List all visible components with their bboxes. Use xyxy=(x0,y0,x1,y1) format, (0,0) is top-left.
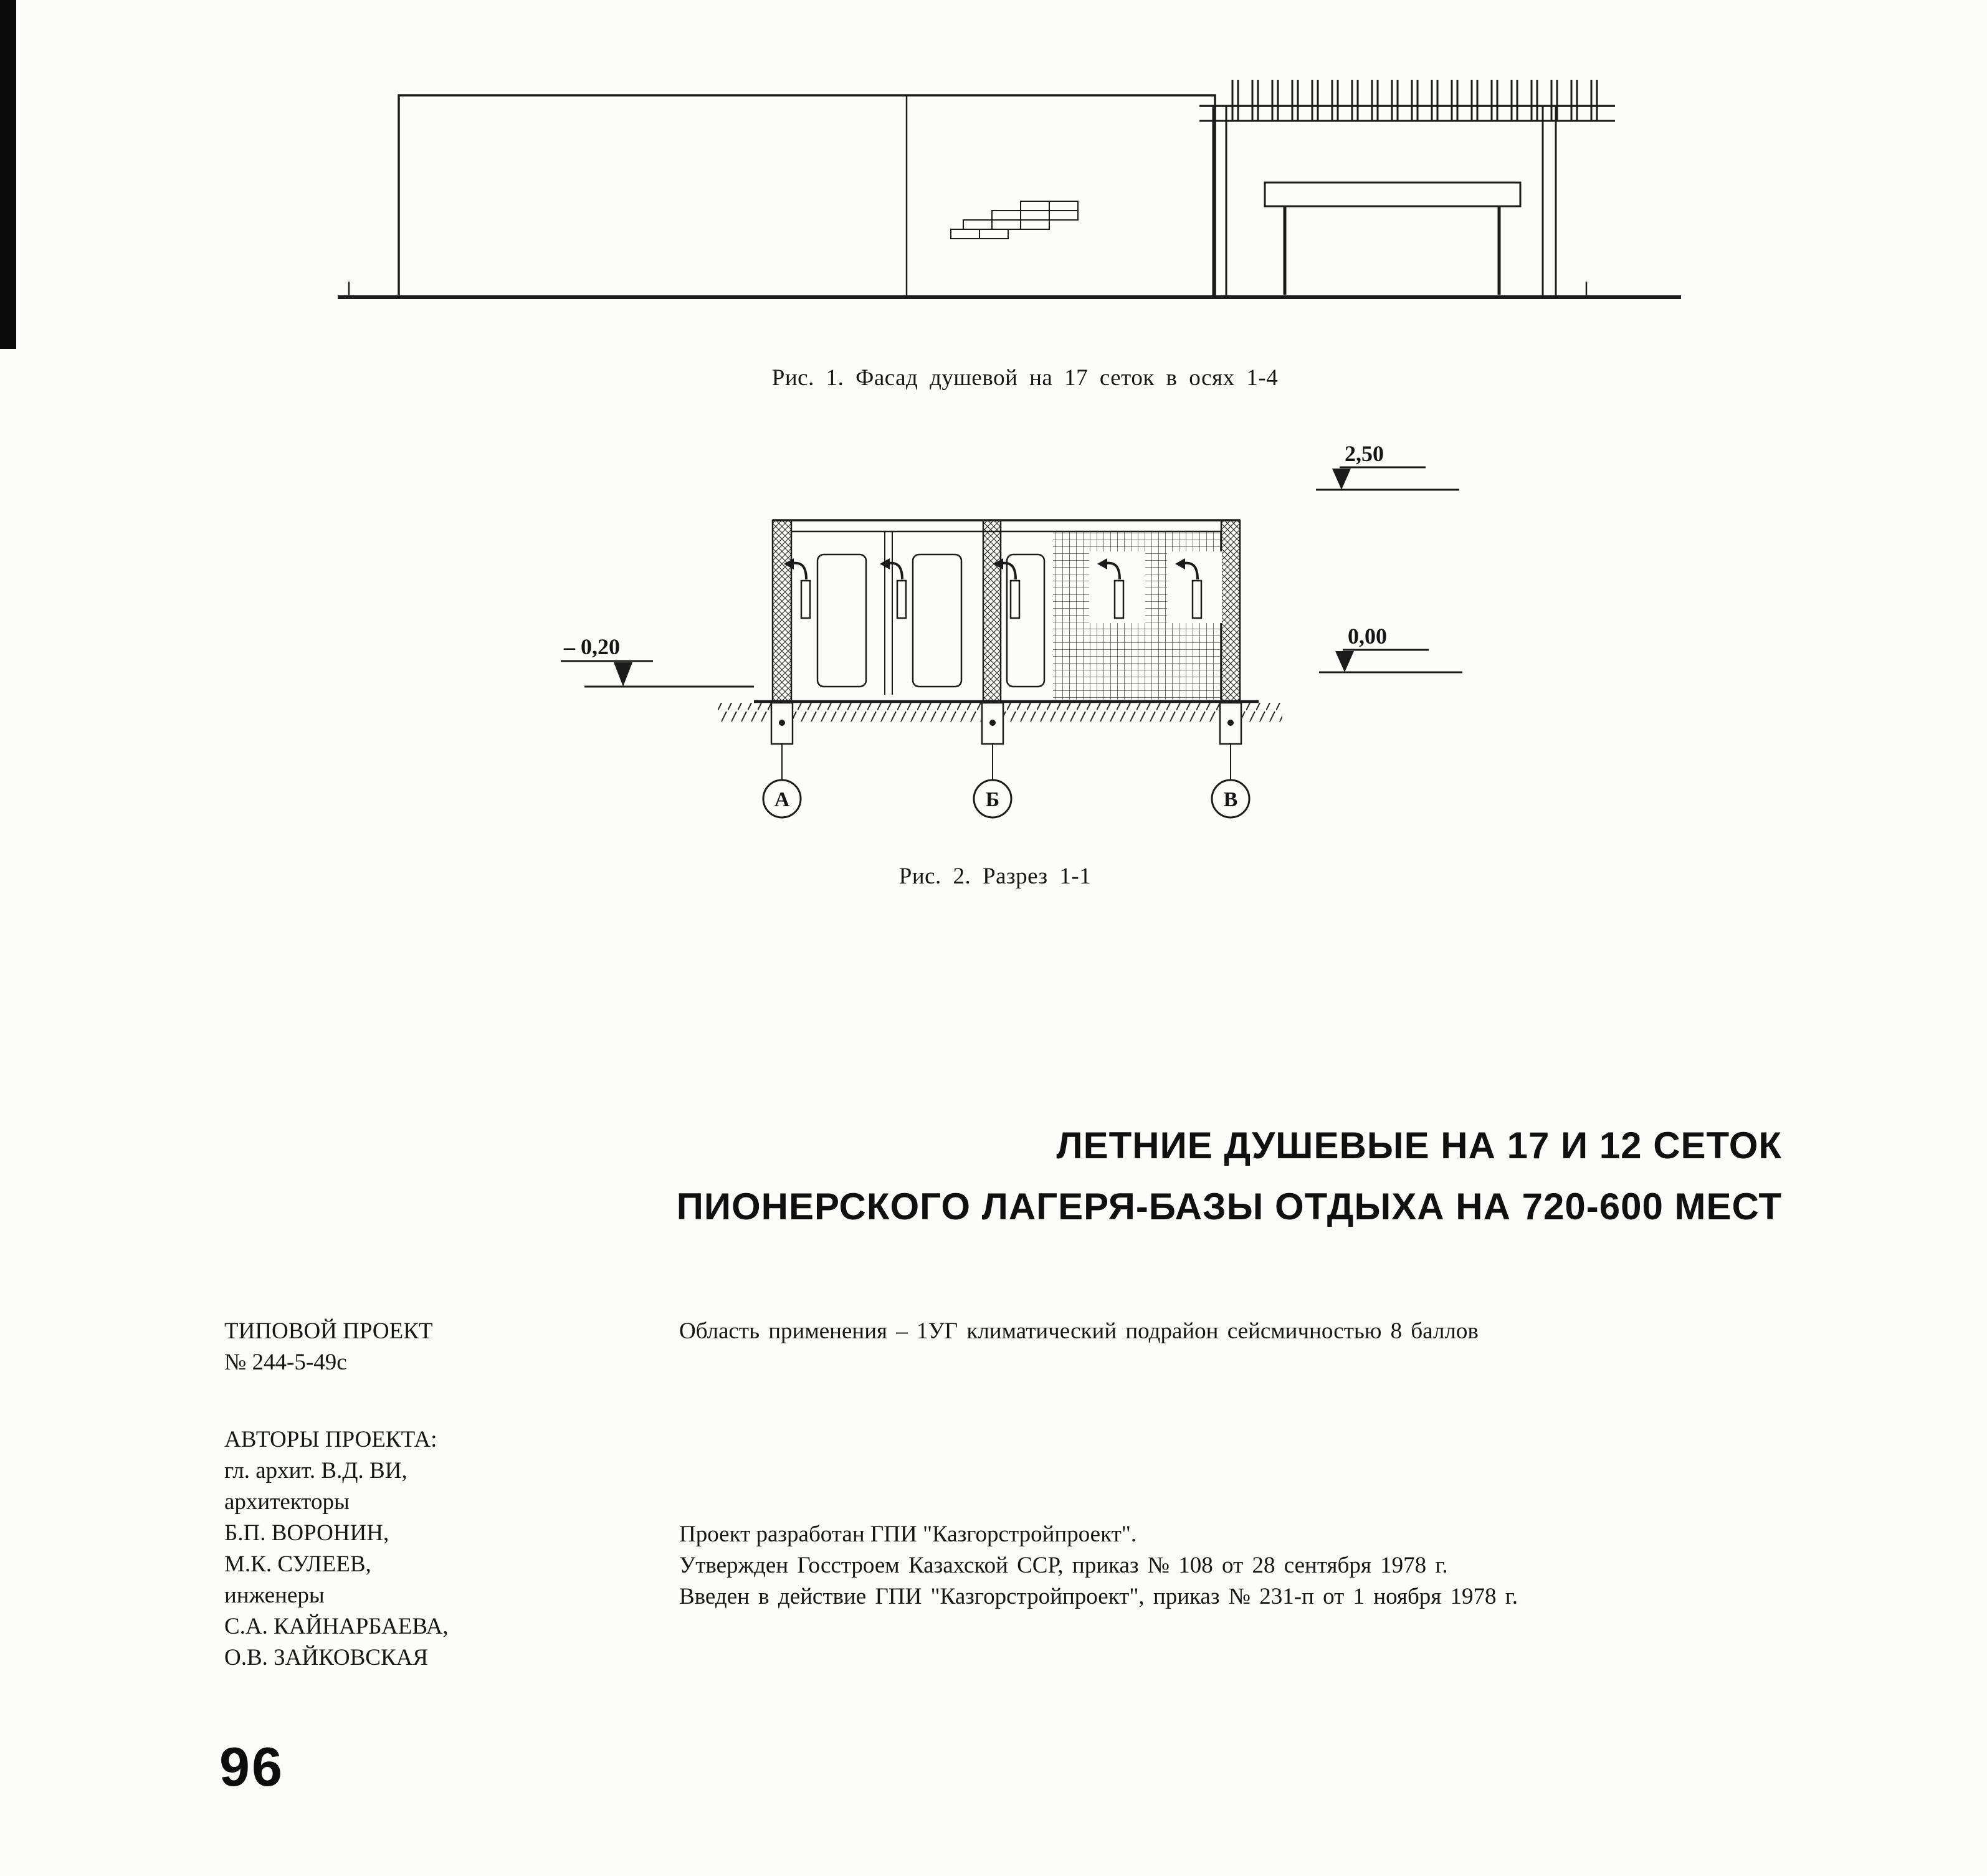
brick-hatch xyxy=(951,201,1078,239)
title-line-2: ПИОНЕРСКОГО ЛАГЕРЯ-БАЗЫ ОТДЫХА НА 720-600 МЕСТ xyxy=(676,1186,1782,1227)
title-line-1: ЛЕТНИЕ ДУШЕВЫЕ НА 17 И 12 СЕТОК xyxy=(1056,1125,1782,1166)
mesh-opening xyxy=(1089,551,1145,623)
project-type-label: ТИПОВОЙ ПРОЕКТ xyxy=(224,1318,433,1344)
project-info-block xyxy=(224,1316,660,1378)
figure1-caption: Рис. 1. Фасад душевой на 17 сеток в осях 1-4 xyxy=(771,365,1279,391)
scan-shadow xyxy=(0,0,16,349)
project-introduced: Введен в действие ГПИ "Казгорстройпроект", приказ № 231-п от 1 ноября 1978 г. xyxy=(679,1584,1518,1609)
engineer-2: О.В. ЗАЙКОВСКАЯ xyxy=(224,1645,429,1670)
axis-label-v: В xyxy=(1223,788,1238,811)
document-title xyxy=(617,1115,1782,1237)
axis-marks xyxy=(763,744,1249,817)
stall-partition xyxy=(885,531,892,695)
project-approved: Утвержден Госстроем Казахской ССР, приказ № 108 от 28 сентября 1978 г. xyxy=(679,1553,1448,1578)
engineers-label: инженеры xyxy=(224,1583,325,1608)
architect-2: М.К. СУЛЕЕВ, xyxy=(224,1551,371,1577)
page-number: 96 xyxy=(219,1736,284,1797)
level-mark-250 xyxy=(1316,441,1459,490)
figure2-section-drawing xyxy=(548,430,1483,891)
figure2-caption: Рис. 2. Разрез 1-1 xyxy=(898,864,1092,889)
bench xyxy=(1265,183,1520,295)
level-minus020-label: – 0,20 xyxy=(564,634,620,659)
level-000-label: 0,00 xyxy=(1348,624,1387,649)
level-250-label: 2,50 xyxy=(1345,441,1384,466)
roof-slab xyxy=(773,520,1240,531)
axis-label-b: Б xyxy=(985,788,1000,811)
engineer-1: С.А. КАЙНАРБАЕВА, xyxy=(224,1614,449,1639)
project-developed: Проект разработан ГПИ "Казгорстройпроект". xyxy=(679,1521,1137,1547)
stall-doors xyxy=(817,555,1044,687)
chief-architect: гл. архит. В.Д. ВИ, xyxy=(224,1458,407,1483)
authors-block xyxy=(224,1424,660,1674)
building-block xyxy=(399,95,1215,297)
project-number: № 244-5-49с xyxy=(224,1350,347,1375)
architect-1: Б.П. ВОРОНИН, xyxy=(224,1520,389,1546)
level-mark-000 xyxy=(1319,624,1462,672)
architects-label: архитекторы xyxy=(224,1489,350,1515)
figure1-facade-drawing xyxy=(330,67,1720,317)
authors-label: АВТОРЫ ПРОЕКТА: xyxy=(224,1427,437,1452)
ground-line xyxy=(338,282,1681,297)
mesh-opening xyxy=(1167,551,1222,623)
axis-label-a: А xyxy=(774,788,790,811)
level-mark-minus020 xyxy=(561,634,754,687)
project-history-block xyxy=(679,1519,1595,1612)
pergola xyxy=(1199,80,1615,297)
application-area: Область применения – 1УГ климатический подрайон сейсмичностью 8 баллов xyxy=(679,1318,1479,1344)
